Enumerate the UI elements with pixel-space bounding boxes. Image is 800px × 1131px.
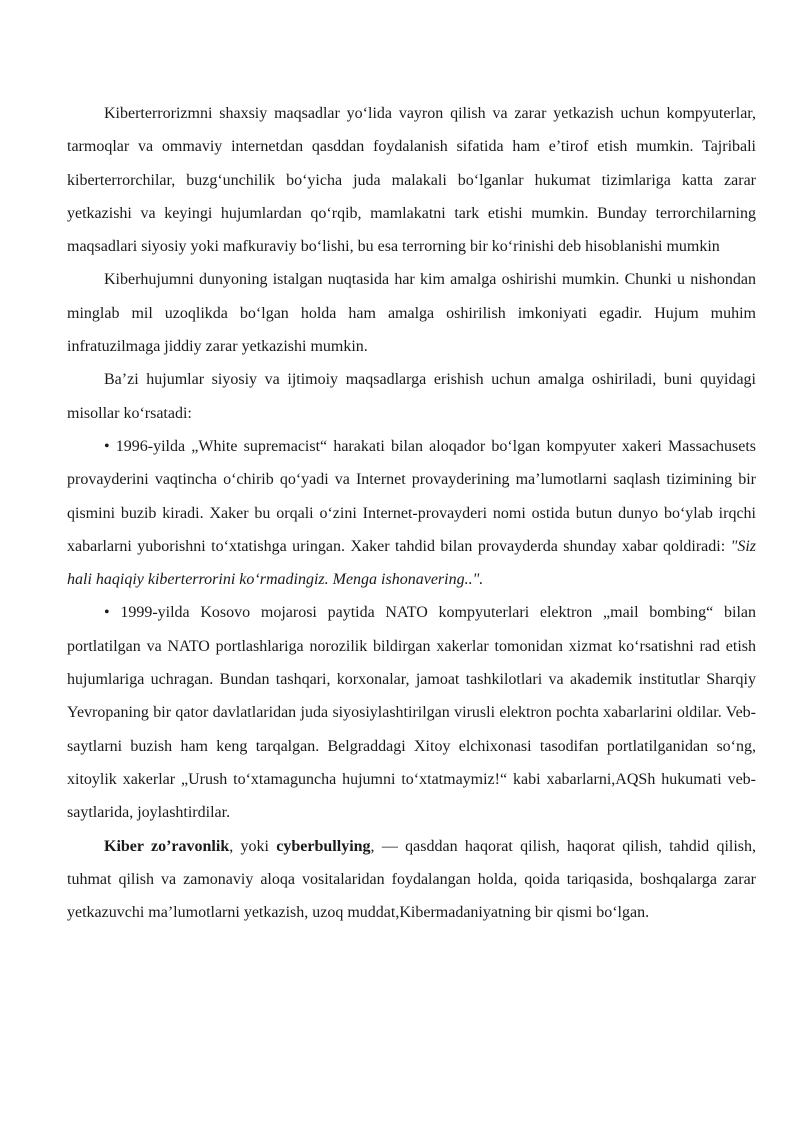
- paragraph-example-1996: [67, 430, 756, 596]
- term-cyberbullying: cyberbullying: [276, 837, 371, 855]
- paragraph-example-1999: • 1999-yilda Kosovo mojarosi paytida NATO kompyuterlari elektron „mail bombing“ bilan portlatilgan va NATO portlashlariga norozilik bildirgan xakerlar tomonidan xizmat ko‘rsatishni rad etish hujumlariga uchragan. Bundan tashqari, korxonalar, jamoat tashkilotlari va akademik institutlar Sharqiy Yevropaning bir qator davlatlaridan juda siyosiylashtirilgan virusli elektron pochta xabarlarini oldilar. Veb-saytlarni buzish ham keng tarqalgan. Belgraddagi Xitoy elchixonasi tasodifan portlatilganidan so‘ng, xitoylik xakerlar „Urush to‘xtamaguncha hujumni to‘xtatmaymiz!“ kabi xabarlarni,AQSh hukumati veb-saytlarida, joylashtirdilar.: [67, 604, 756, 822]
- term-kiber-zoravonlik: Kiber zo’ravonlik: [104, 837, 230, 855]
- paragraph-political-attacks-intro: Ba’zi hujumlar siyosiy va ijtimoiy maqsadlarga erishish uchun amalga oshiriladi, buni quyidagi misollar ko‘rsatadi:: [67, 371, 756, 422]
- paragraph-cyberattack-anywhere: Kiberhujumni dunyoning istalgan nuqtasida har kim amalga oshirishi mumkin. Chunki u nishondan minglab mil uzoqlikda bo‘lgan holda ham amalga oshirilish imkoniyati egadir. Hujum muhim infratuzilmaga jiddiy zarar yetkazishi mumkin.: [67, 271, 756, 356]
- hacker-quote: "Siz hali haqiqiy kiberterrorini ko‘rmadingiz. Menga ishonavering..".: [67, 537, 756, 589]
- example-1996-text: • 1996-yilda „White supremacist“ harakati bilan aloqador bo‘lgan kompyuter xakeri Massachusets provayderini vaqtincha o‘chirib qo‘yadi va Internet provayderining ma’lumotlarni saqlash tizimining bir qismini buzib kiradi. Xaker bu orqali o‘zini Internet-provayderi nomi ostida butun dunyo bo‘ylab irqchi xabarlarni yuborishni to‘xtatishga uringan. Xaker tahdid bilan provayderda shunday xabar qoldiradi:: [67, 437, 756, 555]
- cyberbullying-definition-text: , — qasddan haqorat qilish, haqorat qilish, tahdid qilish, tuhmat qilish va zamonaviy aloqa vositalaridan foydalangan holda, qoida tariqasida, boshqalarga zarar yetkazuvchi ma’lumotlarni yetkazish, uzoq muddat,Kibermadaniyatning bir qismi bo‘lgan.: [67, 837, 757, 922]
- paragraph-cyberbullying-definition: [67, 830, 756, 930]
- term-separator: , yoki: [229, 837, 277, 855]
- paragraph-cyberterrorism-definition: Kiberterrorizmni shaxsiy maqsadlar yo‘lida vayron qilish va zarar yetkazish uchun kompyuterlar, tarmoqlar va ommaviy internetdan qasddan foydalanish sifatida ham e’tirof etish mumkin. Tajribali kiberterrorchilar, buzg‘unchilik bo‘yicha juda malakali bo‘lganlar hukumat tizimlariga katta zarar yetkazishi va keyingi hujumlardan qo‘rqib, mamlakatni tark etishi mumkin. Bunday terrorchilarning maqsadlari siyosiy yoki mafkuraviy bo‘lishi, bu esa terrorning bir ko‘rinishi deb hisoblanishi mumkin: [67, 105, 756, 256]
- document-page: [67, 97, 756, 929]
